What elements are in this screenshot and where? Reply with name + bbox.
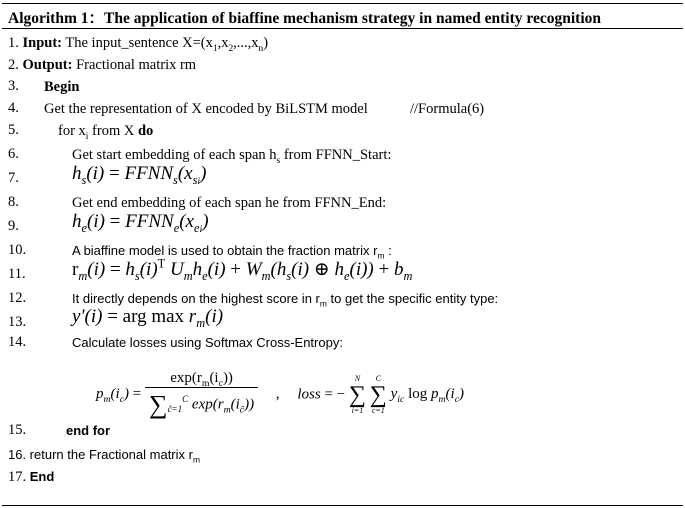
line-number: 12. [8,290,27,306]
end-keyword: End [29,469,55,484]
do-keyword: do [137,123,154,139]
line-14-text: Calculate losses using Softmax Cross-Entropy: [72,335,343,350]
formula-biaffine-render: $r_m(i) = h_s(i)^T$ $U_mh_e(i) + W_m(h_s(i)$ ⊕ $h_e(i)) + b_m$ [72,256,413,283]
input-text-part: ,x [217,35,229,51]
subscript: 1 [212,43,218,54]
header-rule [2,28,683,29]
subscript: n [258,43,264,54]
text-part: from FFNN_Start: [280,147,392,163]
loss-formula [96,370,464,420]
sum-upper: C [375,374,381,383]
subscript: m [192,454,200,465]
sum-over-i: N ∑ i=1 [348,374,366,415]
formula-he-render: $h_e(i)$ = $FFNN_e(x_{ei})$ [72,211,209,235]
formula-hs-render: $h_s(i)$ = $FFNN_s(x_{si})$ [72,163,207,187]
sum-upper: N [354,374,361,383]
input-text-part: ) [263,35,269,51]
softmax-fraction [145,370,258,420]
sum-lower: c=1 [371,406,385,415]
text-part: 16. return the Fractional matrix r [8,447,193,462]
formula-separator: , [275,386,280,403]
loss-rhs: $y_{ic}$ $\log p_m(i_c)$ [390,386,465,406]
sum-over-c: C ∑ c=1 [369,374,387,415]
line-number: 1. [8,35,19,51]
text-part: Get start embedding of each span h [72,147,277,163]
input-label: Input: [22,35,62,51]
input-text: The input_sentence X=(x [65,35,213,51]
softmax-denominator: $\sum_{ĉ=1}^C$ $\exp(r_m(i_ĉ))$ [145,387,258,420]
formula-argmax-render: y'(i) = arg $\max r_m(i)$ [72,306,224,330]
line-number: 7. [8,170,19,186]
text-part: for x [58,123,86,139]
line-2 [8,56,196,74]
algorithm-title: Algorithm 1：The application of biaffine mechanism strategy in named entity recognition [8,10,601,27]
formula-reference: //Formula(6) [410,101,485,117]
line-5-text [58,122,153,140]
line-number: 13. [8,314,27,330]
line-number: 3. [8,78,19,94]
output-label: Output: [22,57,73,73]
formula-he [72,211,209,235]
line-16-text [8,446,200,464]
line-number: 15. [8,422,27,438]
output-text: Fractional matrix rm [76,57,197,73]
line-number: 10. [8,242,27,258]
subscript: m [377,250,385,261]
line-8-text: Get end embedding of each span he from FFNN_End: [72,195,387,211]
line-number: 2. [8,57,19,73]
end-for-keyword: end for [66,423,111,438]
line-number: 14. [8,334,27,350]
line-number: 8. [8,194,19,210]
text-part: to get the specific entity type: [326,291,499,306]
sum-lower: i=1 [351,406,364,415]
softmax-lhs: $p_m(i_c)$ = [96,386,142,406]
line-17 [8,468,54,486]
bottom-rule [2,505,683,506]
formula-biaffine [72,256,413,283]
text-part: : [384,243,392,258]
line-number: 5. [8,122,19,138]
input-text-part: ,...,x [233,35,259,51]
line-number: 11. [8,266,26,282]
text-part: It directly depends on the highest score in r [72,291,320,306]
line-1 [8,34,268,52]
text-part: A biaffine model is used to obtain the fraction matrix r [72,243,378,258]
begin-keyword: Begin [44,79,80,95]
line-10-text [72,242,392,260]
loss-lhs: loss = − [297,386,346,403]
subscript: i [85,131,89,142]
subscript: 2 [228,43,234,54]
line-number: 9. [8,218,19,234]
line-number: 4. [8,100,19,116]
line-number: 6. [8,146,19,162]
line-4-text: Get the representation of X encoded by BiLSTM model [44,101,368,117]
text-part: from X [88,123,138,139]
softmax-numerator: $\exp(r_m(i_c))$ [170,370,233,389]
line-6-text [72,146,391,164]
subscript: s [276,155,281,166]
line-number: 17. [8,469,27,485]
formula-argmax [72,306,224,330]
subscript: m [319,298,327,309]
formula-hs [72,163,207,187]
top-rule [2,3,683,4]
